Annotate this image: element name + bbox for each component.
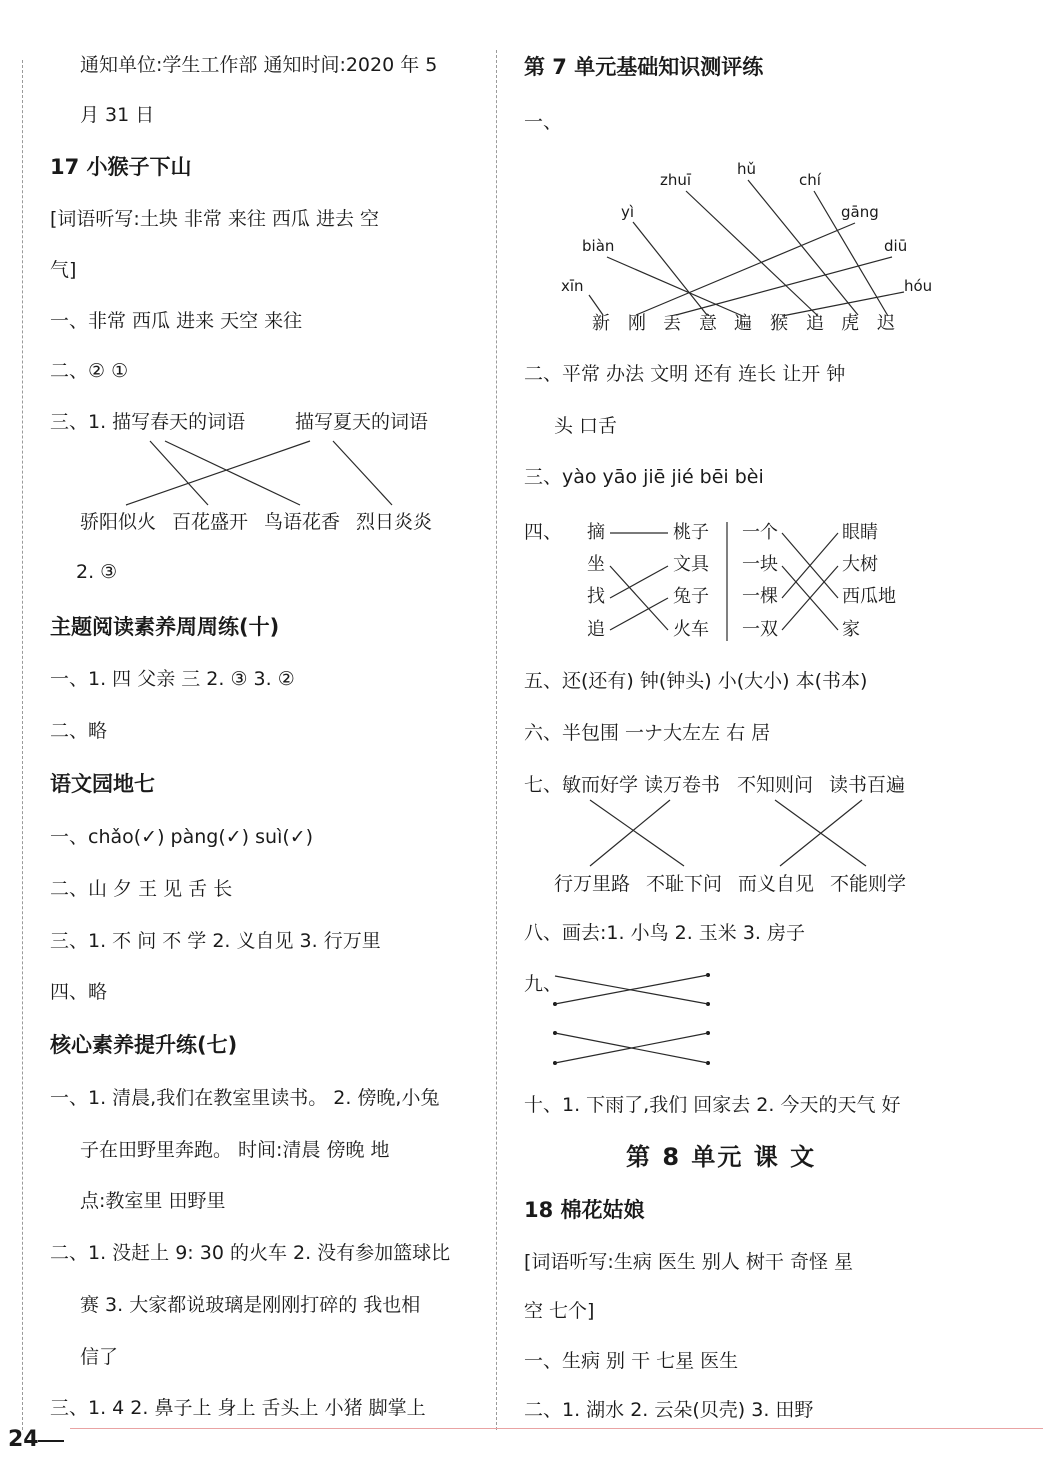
footer-rule [70,1428,1043,1429]
chinese-garden-title: 语文园地七 [50,772,155,796]
lesson-17-word-1: 骄阳似火 [80,511,157,533]
char-xin: 新 [592,313,610,334]
noun-tuzi: 兔子 [673,586,709,607]
idiom-top-2: 读万卷书 [644,774,721,796]
verb-zuo: 坐 [587,554,605,575]
unit-7-q2-line-2: 头 口舌 [554,415,618,437]
idiom-top-4: 读书百遍 [829,774,906,796]
lesson-17-dictation-line-1: [词语听写:土块 非常 来往 西瓜 进去 空 [50,208,380,230]
connector-line [782,533,838,598]
connector-line [782,566,838,630]
connector-line [686,191,818,316]
lesson-17-word-4: 烈日炎炎 [356,511,433,533]
connector-line [610,566,668,630]
pinyin-hou: hóu [904,277,933,295]
connector-line [165,441,300,505]
connector-line [610,566,668,598]
core-literacy-title: 核心素养提升练(七) [50,1033,238,1057]
unit-7-q2-line-1: 二、平常 办法 文明 还有 连长 让开 钟 [524,363,846,385]
lesson-17-q3-summer: 描写夏天的词语 [295,411,429,433]
page-number-dash [38,1440,64,1442]
object-jia: 家 [842,619,860,640]
core-q1-line-2: 子在田野里奔跑。 时间:清晨 傍晚 地 [80,1139,390,1161]
unit-7-q1-label: 一、 [524,111,563,133]
verb-zhui: 追 [587,619,605,640]
measure-yishuang: 一双 [742,619,778,640]
reading-q1: 一、1. 四 父亲 三 2. ③ 3. ② [50,668,295,690]
unit-8-title: 第 8 单元 课 文 [626,1143,817,1171]
match-dot [706,973,710,977]
unit-7-q10: 十、1. 下雨了,我们 回家去 2. 今天的天气 好 [524,1094,901,1116]
connector-line [610,598,668,630]
lesson-18-dictation-line-2: 空 七个] [524,1300,595,1322]
match-dot [553,1061,557,1065]
char-hou: 猴 [770,313,788,334]
char-chi: 迟 [877,313,895,334]
idiom-bottom-2: 不耻下问 [646,873,723,895]
connector-line [150,441,208,505]
connector-line [780,800,862,866]
unit-7-q9-label: 九、 [524,973,563,995]
connector-line [555,1033,708,1063]
connector-line [333,441,392,505]
unit-7-q8: 八、画去:1. 小鸟 2. 玉米 3. 房子 [524,922,805,944]
connector-line [590,800,684,866]
connector-line [607,257,745,317]
lesson-17-title: 17 小猴子下山 [50,155,192,179]
reading-q2: 二、略 [50,720,108,742]
noun-wenju: 文具 [673,554,709,575]
connector-line [636,223,855,315]
core-q1-line-3: 点:教室里 田野里 [80,1190,226,1212]
match-dot [706,1031,710,1035]
reading-practice-title: 主题阅读素养周周练(十) [50,615,280,639]
garden-q2: 二、山 夕 王 见 舌 长 [50,878,233,900]
char-diu: 丢 [663,313,681,334]
unit-7-q3: 三、yào yāo jiē jié bēi bèi [524,466,764,488]
measure-yike: 一棵 [742,586,778,607]
connector-line [126,441,310,505]
lesson-17-word-3: 鸟语花香 [264,511,341,533]
core-q1-line-1: 一、1. 清晨,我们在教室里读书。 2. 傍晚,小兔 [50,1087,440,1109]
pinyin-yi: yì [621,203,635,221]
idiom-top-3: 不知则问 [737,774,814,796]
garden-q3: 三、1. 不 问 不 学 2. 义自见 3. 行万里 [50,930,381,952]
connector-line [676,257,892,315]
lesson-17-q3: 三、1. 描写春天的词语 [50,411,246,433]
connector-line [589,295,603,315]
lesson-18-q2: 二、1. 湖水 2. 云朵(贝壳) 3. 田野 [524,1399,814,1421]
measure-yikuai: 一块 [742,554,778,575]
noun-taozi: 桃子 [673,522,709,543]
lesson-18-title: 18 棉花姑娘 [524,1198,645,1222]
connector-line [748,180,858,315]
garden-q1: 一、chǎo(✓) pàng(✓) suì(✓) [50,826,314,848]
match-dot [553,1031,557,1035]
pinyin-diu: diū [884,237,908,255]
char-zhui: 追 [806,313,824,334]
object-xiguadi: 西瓜地 [842,586,896,607]
pinyin-bian: biàn [582,237,615,255]
match-dot [553,1002,557,1006]
char-yi: 意 [699,313,717,334]
connector-line [633,222,707,315]
page-number: 24 [8,1427,39,1452]
core-q2-line-1: 二、1. 没赶上 9: 30 的火车 2. 没有参加篮球比 [50,1242,451,1264]
core-q3: 三、1. 4 2. 鼻子上 身上 舌头上 小猪 脚掌上 [50,1397,426,1419]
connector-line [555,1033,708,1063]
connector-line [555,976,708,1004]
lesson-17-q1: 一、非常 西瓜 进来 天空 来往 [50,310,303,332]
lesson-17-word-2: 百花盛开 [172,511,249,533]
char-gang: 刚 [628,313,646,334]
connector-line [782,566,838,630]
notice-line-2: 月 31 日 [80,104,155,126]
core-q2-line-3: 信了 [80,1346,119,1368]
char-hu: 虎 [841,313,859,334]
unit-7-q4-label: 四、 [524,521,563,543]
char-bian: 遍 [734,313,752,334]
verb-zhao: 找 [587,586,605,607]
match-dot [706,1002,710,1006]
object-yanjing: 眼睛 [842,522,878,543]
column-divider [496,50,497,1430]
idiom-top-1: 七、敏而好学 [524,774,639,796]
pinyin-gang: gāng [841,203,879,221]
core-q2-line-2: 赛 3. 大家都说玻璃是刚刚打碎的 我也相 [80,1294,421,1316]
lesson-18-q1: 一、生病 别 干 七星 医生 [524,1350,739,1372]
idiom-bottom-3: 而义自见 [738,873,815,895]
object-dashu: 大树 [842,554,878,575]
pinyin-chi: chí [799,171,821,189]
verb-zhai: 摘 [587,522,605,543]
left-margin-dashed-line [22,60,23,1430]
pinyin-hu: hǔ [737,160,757,178]
idiom-bottom-4: 不能则学 [830,873,907,895]
connector-line [555,975,708,1004]
idiom-bottom-1: 行万里路 [554,873,631,895]
pinyin-xin: xīn [561,277,584,295]
connector-line [782,533,838,598]
unit-7-title: 第 7 单元基础知识测评练 [524,55,764,79]
lesson-17-dictation-line-2: 气] [50,259,77,281]
unit-7-q5: 五、还(还有) 钟(钟头) 小(大小) 本(书本) [524,670,868,692]
measure-yige: 一个 [742,522,778,543]
lesson-17-q3-2: 2. ③ [76,561,118,583]
notice-line-1: 通知单位:学生工作部 通知时间:2020 年 5 [80,54,438,76]
noun-huoche: 火车 [673,619,709,640]
pinyin-zhui: zhuī [660,171,692,189]
connector-line [590,800,670,866]
connector-line [775,800,866,866]
lesson-17-q2: 二、② ① [50,360,129,382]
match-dot [706,1061,710,1065]
lesson-18-dictation-line-1: [词语听写:生病 医生 别人 树干 奇怪 星 [524,1251,854,1273]
unit-7-q6: 六、半包围 一ナ大左左 右 居 [524,722,771,744]
garden-q4: 四、略 [50,981,108,1003]
